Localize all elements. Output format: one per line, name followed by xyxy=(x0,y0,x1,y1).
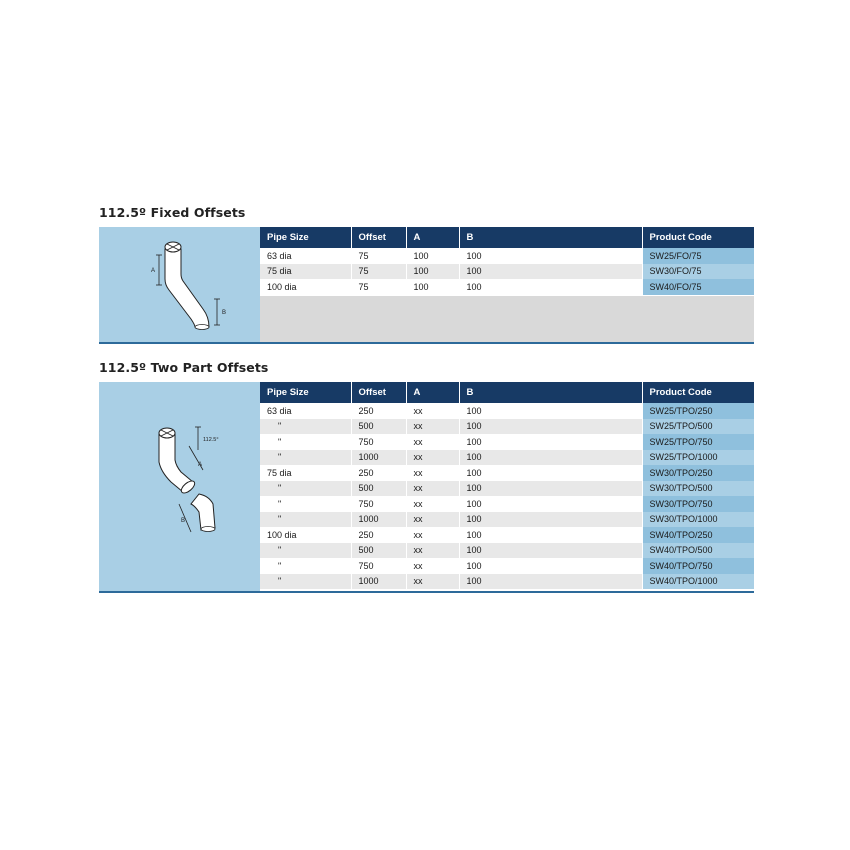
col-header-product-code: Product Code xyxy=(642,382,754,403)
dim-b-label: B xyxy=(222,310,227,316)
cell-pipe-size: " xyxy=(260,434,351,450)
section-title-fixed-offsets: 112.5º Fixed Offsets xyxy=(99,205,246,220)
cell-product-code: SW25/TPO/500 xyxy=(642,419,754,435)
table-row xyxy=(260,512,754,528)
cell-product-code: SW25/FO/75 xyxy=(642,248,754,264)
table-row xyxy=(260,248,754,264)
cell-pipe-size: " xyxy=(260,558,351,574)
cell-pipe-size: " xyxy=(260,419,351,435)
table-header-row xyxy=(260,227,754,248)
cell-pipe-size: 63 dia xyxy=(260,248,351,264)
two-part-offset-pipe-illustration xyxy=(99,382,260,591)
cell-pipe-size: 63 dia xyxy=(260,403,351,419)
cell-pipe-size: " xyxy=(260,450,351,466)
cell-b: 100 xyxy=(459,264,642,280)
cell-pipe-size: " xyxy=(260,512,351,528)
cell-offset: 1000 xyxy=(351,512,406,528)
cell-b: 100 xyxy=(459,558,642,574)
cell-a: 100 xyxy=(406,264,459,280)
cell-a: xx xyxy=(406,434,459,450)
cell-pipe-size: " xyxy=(260,574,351,590)
cell-product-code: SW30/TPO/250 xyxy=(642,465,754,481)
cell-b: 100 xyxy=(459,279,642,295)
fixed-offsets-table xyxy=(260,227,754,295)
section-title-two-part-offsets: 112.5º Two Part Offsets xyxy=(99,360,269,375)
cell-a: 100 xyxy=(406,279,459,295)
cell-b: 100 xyxy=(459,403,642,419)
col-header-product-code: Product Code xyxy=(642,227,754,248)
cell-b: 100 xyxy=(459,450,642,466)
fixed-offset-pipe-illustration xyxy=(99,227,260,342)
cell-b: 100 xyxy=(459,465,642,481)
cell-offset: 750 xyxy=(351,558,406,574)
table-row xyxy=(260,264,754,280)
cell-product-code: SW30/TPO/1000 xyxy=(642,512,754,528)
cell-a: xx xyxy=(406,527,459,543)
cell-offset: 250 xyxy=(351,465,406,481)
cell-pipe-size: " xyxy=(260,543,351,559)
col-header-a: A xyxy=(406,382,459,403)
table-header-row xyxy=(260,382,754,403)
dim-a-label: A xyxy=(151,268,156,274)
cell-offset: 500 xyxy=(351,419,406,435)
col-header-pipe-size: Pipe Size xyxy=(260,382,351,403)
col-header-b: B xyxy=(459,227,642,248)
cell-product-code: SW25/TPO/250 xyxy=(642,403,754,419)
cell-offset: 750 xyxy=(351,496,406,512)
cell-offset: 500 xyxy=(351,543,406,559)
fixed-offsets-block xyxy=(99,227,754,344)
table-row xyxy=(260,574,754,590)
cell-a: xx xyxy=(406,481,459,497)
cell-pipe-size: 75 dia xyxy=(260,465,351,481)
cell-a: xx xyxy=(406,403,459,419)
cell-product-code: SW30/TPO/500 xyxy=(642,481,754,497)
cell-product-code: SW40/TPO/750 xyxy=(642,558,754,574)
cell-offset: 75 xyxy=(351,248,406,264)
cell-a: xx xyxy=(406,512,459,528)
table-row xyxy=(260,434,754,450)
cell-product-code: SW25/TPO/1000 xyxy=(642,450,754,466)
cell-b: 100 xyxy=(459,496,642,512)
table-row xyxy=(260,279,754,295)
cell-a: xx xyxy=(406,558,459,574)
cell-b: 100 xyxy=(459,543,642,559)
cell-a: xx xyxy=(406,496,459,512)
col-header-offset: Offset xyxy=(351,382,406,403)
cell-product-code: SW40/TPO/500 xyxy=(642,543,754,559)
two-part-offset-diagram xyxy=(99,382,260,591)
cell-offset: 250 xyxy=(351,403,406,419)
two-part-offsets-block xyxy=(99,382,754,593)
cell-product-code: SW30/FO/75 xyxy=(642,264,754,280)
cell-a: xx xyxy=(406,465,459,481)
cell-product-code: SW40/FO/75 xyxy=(642,279,754,295)
cell-product-code: SW40/TPO/1000 xyxy=(642,574,754,590)
cell-pipe-size: 100 dia xyxy=(260,279,351,295)
cell-offset: 250 xyxy=(351,527,406,543)
angle-label: 112.5° xyxy=(203,437,219,443)
dim-b-label: B xyxy=(181,518,186,524)
table-row xyxy=(260,403,754,419)
cell-a: xx xyxy=(406,450,459,466)
dim-a-label: A xyxy=(198,462,203,468)
cell-b: 100 xyxy=(459,419,642,435)
cell-offset: 75 xyxy=(351,279,406,295)
col-header-a: A xyxy=(406,227,459,248)
cell-b: 100 xyxy=(459,481,642,497)
cell-offset: 1000 xyxy=(351,450,406,466)
cell-pipe-size: 100 dia xyxy=(260,527,351,543)
cell-pipe-size: " xyxy=(260,481,351,497)
table-row xyxy=(260,543,754,559)
cell-pipe-size: 75 dia xyxy=(260,264,351,280)
cell-b: 100 xyxy=(459,574,642,590)
cell-product-code: SW25/TPO/750 xyxy=(642,434,754,450)
cell-offset: 750 xyxy=(351,434,406,450)
cell-b: 100 xyxy=(459,248,642,264)
table-row xyxy=(260,496,754,512)
cell-a: xx xyxy=(406,419,459,435)
col-header-pipe-size: Pipe Size xyxy=(260,227,351,248)
cell-b: 100 xyxy=(459,434,642,450)
cell-product-code: SW30/TPO/750 xyxy=(642,496,754,512)
cell-a: xx xyxy=(406,574,459,590)
cell-pipe-size: " xyxy=(260,496,351,512)
cell-offset: 1000 xyxy=(351,574,406,590)
fixed-offset-diagram xyxy=(99,227,260,342)
table-row xyxy=(260,481,754,497)
cell-b: 100 xyxy=(459,527,642,543)
cell-b: 100 xyxy=(459,512,642,528)
col-header-offset: Offset xyxy=(351,227,406,248)
two-part-offsets-table xyxy=(260,382,754,589)
col-header-b: B xyxy=(459,382,642,403)
table-row xyxy=(260,419,754,435)
cell-offset: 500 xyxy=(351,481,406,497)
table-filler xyxy=(260,296,754,342)
cell-a: xx xyxy=(406,543,459,559)
table-row xyxy=(260,527,754,543)
table-row xyxy=(260,465,754,481)
cell-offset: 75 xyxy=(351,264,406,280)
cell-a: 100 xyxy=(406,248,459,264)
table-row xyxy=(260,558,754,574)
cell-product-code: SW40/TPO/250 xyxy=(642,527,754,543)
table-row xyxy=(260,450,754,466)
